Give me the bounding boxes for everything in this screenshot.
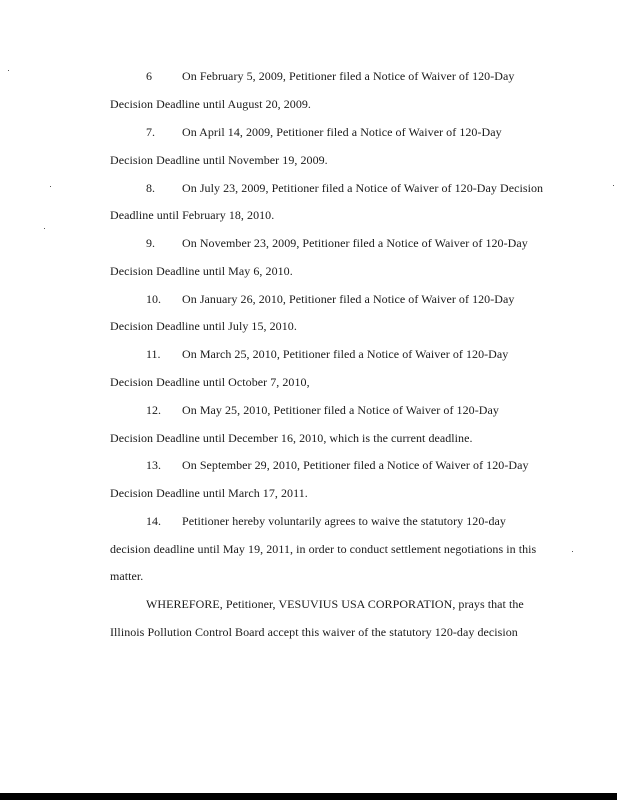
paragraph-line: On May 25, 2010, Petitioner filed a Notice of Waiver of 120-Day <box>182 403 499 417</box>
paragraph-number: 7. <box>146 125 155 139</box>
scan-speck <box>50 186 51 187</box>
paragraph-line: Decision Deadline until August 20, 2009. <box>110 97 311 111</box>
paragraph-number: 14. <box>146 514 161 528</box>
paragraph-number: 9. <box>146 236 155 250</box>
closing-line: Illinois Pollution Control Board accept this waiver of the statutory 120-day decision <box>110 625 518 639</box>
paragraph-line: matter. <box>110 569 144 583</box>
paragraph-line: Decision Deadline until October 7, 2010, <box>110 375 310 389</box>
paragraph-line: Decision Deadline until November 19, 2009. <box>110 153 328 167</box>
paragraph-number: 12. <box>146 403 161 417</box>
paragraph-line: Decision Deadline until July 15, 2010. <box>110 319 297 333</box>
paragraph-line: On February 5, 2009, Petitioner filed a Notice of Waiver of 120-Day <box>182 69 515 83</box>
paragraph-line: On November 23, 2009, Petitioner filed a Notice of Waiver of 120-Day <box>182 236 528 250</box>
scan-speck <box>613 185 614 186</box>
paragraph-number: 8. <box>146 181 155 195</box>
scan-speck <box>572 551 573 552</box>
paragraph-number: 13. <box>146 458 161 472</box>
paragraph-line: decision deadline until May 19, 2011, in order to conduct settlement negotiations in this <box>110 542 537 556</box>
paragraph-number: 11. <box>146 347 161 361</box>
paragraph-line: Petitioner hereby voluntarily agrees to waive the statutory 120-day <box>182 514 506 528</box>
scan-speck <box>8 70 9 71</box>
paragraph-line: Decision Deadline until December 16, 2010, which is the current deadline. <box>110 431 473 445</box>
paragraph-number: 10. <box>146 292 161 306</box>
paragraph-line: On March 25, 2010, Petitioner filed a Notice of Waiver of 120-Day <box>182 347 509 361</box>
paragraph-line: Decision Deadline until May 6, 2010. <box>110 264 293 278</box>
paragraph-line: On April 14, 2009, Petitioner filed a Notice of Waiver of 120-Day <box>182 125 502 139</box>
paragraph-line: On July 23, 2009, Petitioner filed a Notice of Waiver of 120-Day Decision <box>182 181 544 195</box>
scan-speck <box>44 228 45 229</box>
scan-bottom-edge <box>0 793 617 800</box>
paragraph-line: On January 26, 2010, Petitioner filed a Notice of Waiver of 120-Day <box>182 292 515 306</box>
paragraph-line: On September 29, 2010, Petitioner filed a Notice of Waiver of 120-Day <box>182 458 529 472</box>
paragraph-line: Deadline until February 18, 2010. <box>110 208 275 222</box>
paragraph-line: Decision Deadline until March 17, 2011. <box>110 486 308 500</box>
paragraph-number: 6 <box>146 69 152 83</box>
closing-line: WHEREFORE, Petitioner, VESUVIUS USA CORPORATION, prays that the <box>146 597 524 611</box>
